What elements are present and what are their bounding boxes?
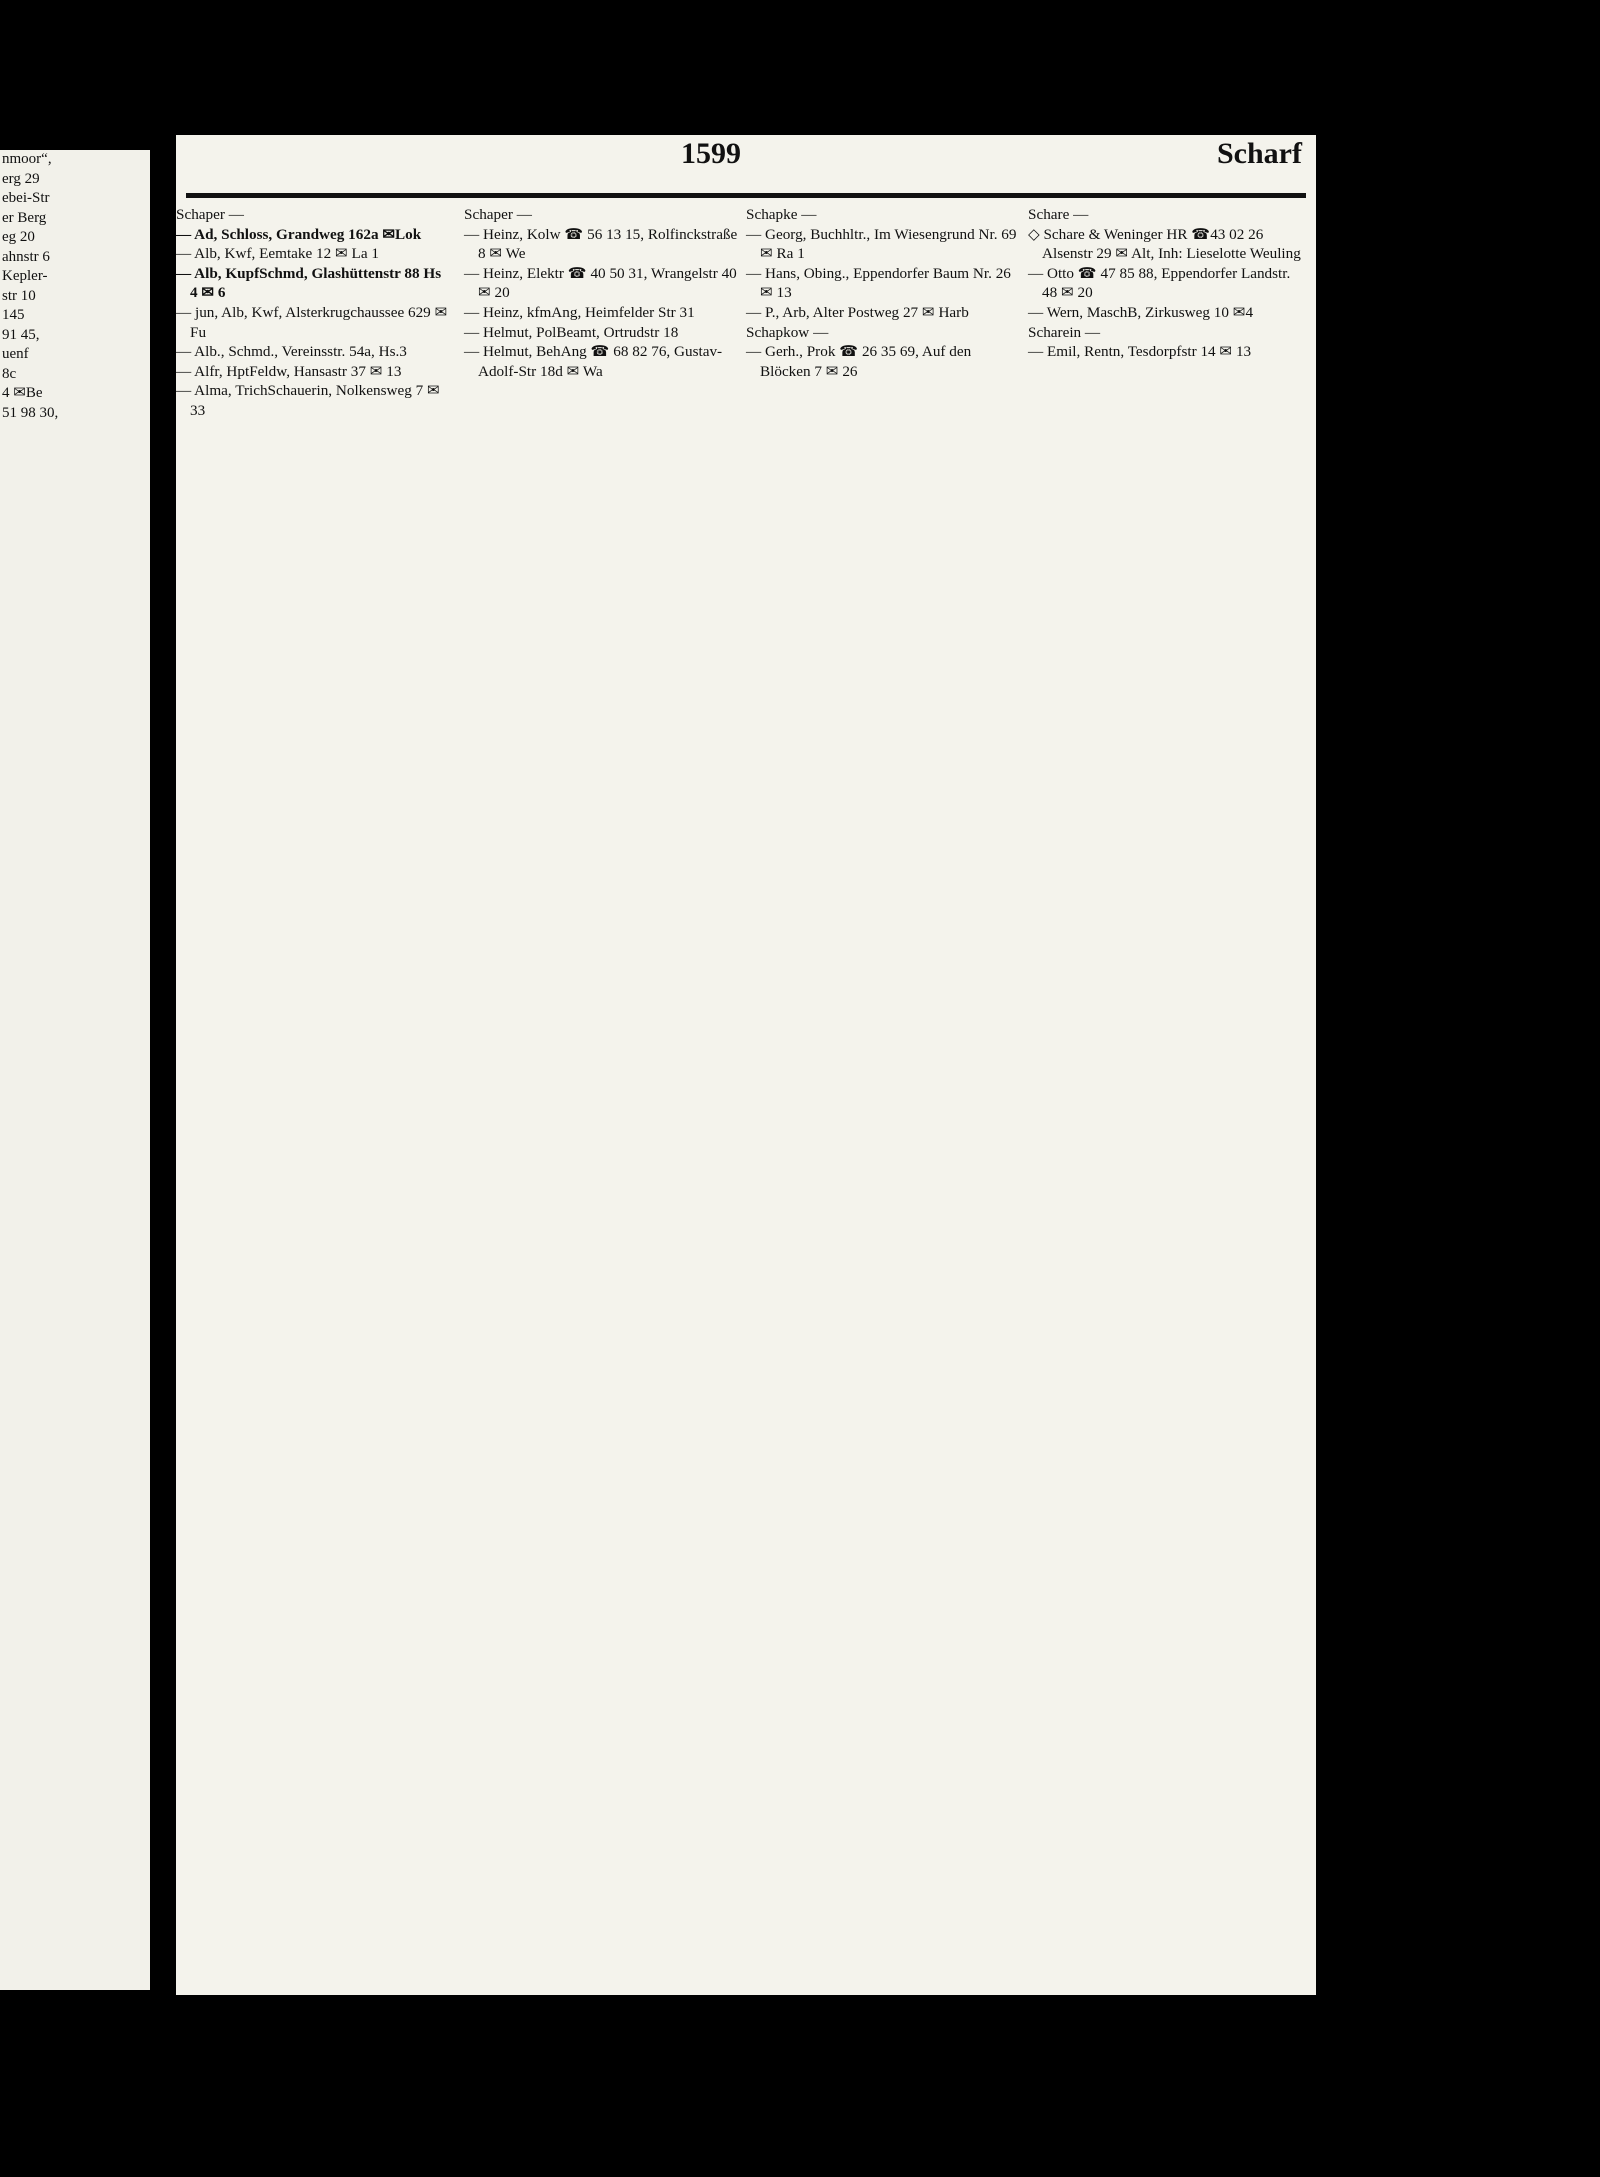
fragment-line: 91 45, [2, 326, 40, 343]
directory-entry: — Alb, KupfSchmd, Glashüttenstr 88 Hs 4 ✉ 6 [176, 264, 442, 302]
fragment-line: 145 [2, 307, 25, 323]
directory-entry: ◇ Schare & Weninger HR ☎43 02 26 Alsenstr 29 ✉ Alt, Inh: Lieselotte Weuling [1028, 225, 1301, 263]
section-heading: Schare — [1028, 206, 1089, 223]
directory-entry: — jun, Alb, Kwf, Alsterkrugchaussee 629 ✉ Fu [176, 303, 448, 341]
directory-entry: — Alb, Kwf, Eemtake 12 ✉ La 1 [176, 245, 379, 263]
directory-entry: — Heinz, Kolw ☎ 56 13 15, Rolfinckstraße 8 ✉ We [464, 225, 738, 263]
directory-entry: — Otto ☎ 47 85 88, Eppendorfer Landstr. 48 ✉ 20 [1028, 264, 1291, 302]
fragment-line: nmoor“, [2, 151, 52, 167]
directory-entry: — Heinz, Elektr ☎ 40 50 31, Wrangelstr 40 ✉ 20 [464, 264, 737, 302]
fragment-line: 51 98 30, [2, 404, 59, 421]
fragment-line: er Berg [2, 209, 47, 226]
header-rule [186, 193, 1306, 198]
section-heading: Schaper — [464, 206, 532, 223]
running-head: Scharf [1217, 137, 1302, 170]
directory-entry: — Heinz, kfmAng, Heimfelder Str 31 [464, 303, 695, 321]
directory-entry: — Wern, MaschB, Zirkusweg 10 ✉4 [1028, 303, 1254, 321]
column-4 [1028, 205, 1303, 362]
fragment-line: eg 20 [2, 229, 35, 245]
section-heading: Schapke — [746, 206, 817, 223]
fragment-line: 8c [2, 365, 17, 382]
facing-page-fragments [0, 150, 150, 1990]
section-heading: Scharein — [1028, 323, 1101, 341]
fragment-line: uenf [2, 346, 29, 362]
directory-entry: — Alma, TrichSchauerin, Nolkensweg 7 ✉ 33 [176, 382, 440, 419]
directory-entry: — Alfr, HptFeldw, Hansastr 37 ✉ 13 [176, 362, 402, 380]
directory-entry: — Georg, Buchhltr., Im Wiesengrund Nr. 69 ✉ Ra 1 [746, 225, 1017, 263]
column-1 [176, 205, 451, 421]
directory-entry: — Ad, Schloss, Grandweg 162a ✉Lok [176, 225, 422, 243]
directory-entry: — Helmut, PolBeamt, Ortrudstr 18 [464, 323, 679, 341]
fragment-line: 4 ✉Be [2, 385, 43, 401]
page-number: 1599 [681, 137, 741, 170]
fragment-line: Kepler- [2, 268, 48, 284]
fragment-line: ahnstr 6 [2, 248, 50, 265]
directory-page [176, 135, 1316, 1995]
fragment-line: ebei-Str [2, 190, 50, 206]
page-gutter [150, 0, 176, 2177]
section-heading: Schaper — [176, 206, 244, 223]
fragment-line: erg 29 [2, 170, 40, 187]
directory-entry: — Helmut, BehAng ☎ 68 82 76, Gustav-Adolf-Str 18d ✉ Wa [464, 343, 723, 380]
column-2 [464, 205, 739, 381]
fragment-line: str 10 [2, 287, 36, 304]
directory-entry: — Gerh., Prok ☎ 26 35 69, Auf den Blöcken 7 ✉ 26 [746, 343, 972, 380]
column-3 [746, 205, 1021, 381]
directory-entry: — Emil, Rentn, Tesdorpfstr 14 ✉ 13 [1028, 343, 1252, 361]
section-heading: Schapkow — [746, 323, 829, 341]
directory-entry: — Alb., Schmd., Vereinsstr. 54a, Hs.3 [176, 343, 407, 361]
directory-entry: — Hans, Obing., Eppendorfer Baum Nr. 26 ✉ 13 [746, 264, 1011, 302]
directory-entry: — P., Arb, Alter Postweg 27 ✉ Harb [746, 303, 969, 321]
